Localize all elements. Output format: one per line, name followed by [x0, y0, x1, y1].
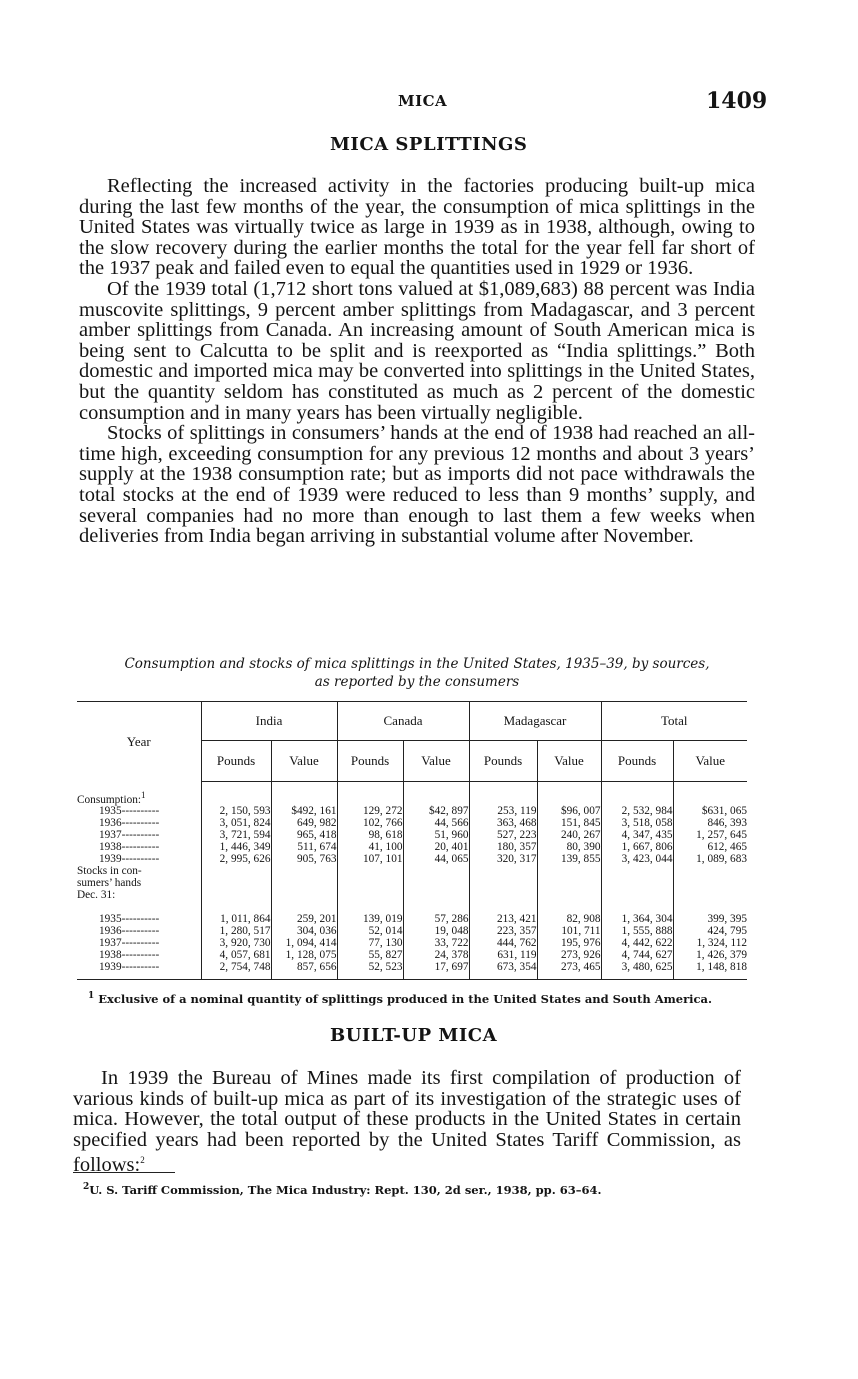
cell-canada-lb: 98, 618 [337, 829, 403, 841]
year-cell: 1939---------- [99, 853, 160, 866]
cell-india-lb: 3, 051, 824 [201, 817, 271, 829]
cell-total-val: 1, 324, 112 [673, 937, 747, 949]
year-cell: 1937---------- [99, 937, 160, 950]
cell-mad-lb: 363, 468 [469, 817, 537, 829]
table-row [77, 961, 747, 980]
cell-total-val: 612, 465 [673, 841, 747, 853]
table-row [77, 841, 747, 853]
cell-total-lb: 3, 480, 625 [601, 961, 673, 980]
cell-mad-lb: 527, 223 [469, 829, 537, 841]
cell-mad-lb: 320, 317 [469, 853, 537, 865]
table-caption [79, 655, 755, 691]
cell-india-val: 1, 094, 414 [271, 937, 337, 949]
cell-mad-lb: 631, 119 [469, 949, 537, 961]
cell-mad-lb: 223, 357 [469, 925, 537, 937]
cell-mad-val: 273, 926 [537, 949, 601, 961]
cell-mad-lb: 253, 119 [469, 805, 537, 817]
cell-total-lb: 1, 555, 888 [601, 925, 673, 937]
cell-canada-lb: 41, 100 [337, 841, 403, 853]
table-row [77, 913, 747, 925]
page-number: 1409 [706, 88, 768, 114]
group-header-total: Total [601, 702, 747, 741]
cell-india-lb: 1, 280, 517 [201, 925, 271, 937]
cell-canada-lb: 129, 272 [337, 805, 403, 817]
cell-total-lb: 4, 744, 627 [601, 949, 673, 961]
year-cell: 1935---------- [99, 805, 160, 818]
group-header-madagascar: Madagascar [469, 702, 601, 741]
section-label-row [77, 889, 747, 901]
cell-canada-val: $42, 897 [403, 805, 469, 817]
cell-india-val: 1, 128, 075 [271, 949, 337, 961]
cell-india-val: 965, 418 [271, 829, 337, 841]
section-label-row [77, 782, 747, 806]
cell-canada-val: 19, 048 [403, 925, 469, 937]
cell-mad-val: 101, 711 [537, 925, 601, 937]
subheader-pounds: Pounds [469, 741, 537, 782]
cell-total-val: 846, 393 [673, 817, 747, 829]
subheader-value: Value [537, 741, 601, 782]
cell-canada-val: 33, 722 [403, 937, 469, 949]
cell-india-val: 905, 763 [271, 853, 337, 865]
cell-canada-lb: 55, 827 [337, 949, 403, 961]
table-row [77, 925, 747, 937]
cell-total-lb: 1, 364, 304 [601, 913, 673, 925]
cell-mad-lb: 673, 354 [469, 961, 537, 980]
cell-total-val: 1, 257, 645 [673, 829, 747, 841]
cell-india-lb: 2, 150, 593 [201, 805, 271, 817]
paragraph-1: Reflecting the increased activity in the factories producing built-up mica during the last few months of the year, the consumption of mica splittings in the United States was virtually twice as large in 1939 as in 1938, although, owing to the slow recovery during the earlier months the total for the year fell far short of the 1937 peak and failed even to equal the quantities used in 1929 or 1936. [79, 175, 755, 280]
cell-canada-lb: 107, 101 [337, 853, 403, 865]
subheader-value: Value [403, 741, 469, 782]
cell-canada-val: 20, 401 [403, 841, 469, 853]
year-cell: 1939---------- [77, 961, 201, 980]
cell-canada-val: 44, 566 [403, 817, 469, 829]
cell-india-lb: 2, 995, 626 [201, 853, 271, 865]
cell-total-val: 424, 795 [673, 925, 747, 937]
cell-mad-val: $96, 007 [537, 805, 601, 817]
section-label-row [77, 877, 747, 889]
cell-total-lb: 1, 667, 806 [601, 841, 673, 853]
cell-india-val: 259, 201 [271, 913, 337, 925]
stocks-label: sumers’ hands [77, 877, 142, 890]
cell-mad-lb: 444, 762 [469, 937, 537, 949]
cell-canada-val: 51, 960 [403, 829, 469, 841]
cell-canada-val: 44, 065 [403, 853, 469, 865]
cell-canada-val: 57, 286 [403, 913, 469, 925]
cell-mad-val: 240, 267 [537, 829, 601, 841]
cell-canada-lb: 52, 014 [337, 925, 403, 937]
year-cell: 1938---------- [99, 949, 160, 962]
running-head: MICA [398, 92, 448, 110]
cell-india-val: 304, 036 [271, 925, 337, 937]
cell-canada-lb: 139, 019 [337, 913, 403, 925]
spacer-row [77, 901, 747, 913]
cell-canada-lb: 52, 523 [337, 961, 403, 980]
cell-canada-val: 24, 378 [403, 949, 469, 961]
subheader-pounds: Pounds [337, 741, 403, 782]
cell-mad-val: 273, 465 [537, 961, 601, 980]
year-header: Year [77, 702, 201, 782]
table-footnote: $^1$ Exclusive of a nominal quantity of splittings produced in the United States and South America. [88, 991, 712, 1006]
cell-total-lb: 4, 442, 622 [601, 937, 673, 949]
table-caption-line-1: Consumption and stocks of mica splittings in the United States, 1935–39, by sources, [124, 656, 710, 672]
cell-mad-lb: 213, 421 [469, 913, 537, 925]
cell-total-lb: 3, 518, 058 [601, 817, 673, 829]
table-row [77, 805, 747, 817]
cell-india-lb: 1, 011, 864 [201, 913, 271, 925]
cell-mad-val: 82, 908 [537, 913, 601, 925]
table-row [77, 937, 747, 949]
subheader-value: Value [673, 741, 747, 782]
cell-india-lb: 4, 057, 681 [201, 949, 271, 961]
cell-total-val: 1, 148, 818 [673, 961, 747, 980]
group-header-india: India [201, 702, 337, 741]
cell-india-val: 857, 656 [271, 961, 337, 980]
cell-india-lb: 3, 920, 730 [201, 937, 271, 949]
paragraph-3: Stocks of splittings in consumers’ hands at the end of 1938 had reached an all-time high, exceeding consumption for any previous 12 months and about 3 years’ supply at the 1938 consumption rate; but as imports did not pace withdrawals the total stocks at the end of 1939 were reduced to less than 9 months’ supply, and several companies had no more than enough to last them a few weeks when deliveries from India began arriving in substantial volume after November. [79, 422, 755, 548]
paragraph-built-up: In 1939 the Bureau of Mines made its first compilation of production of various kinds of built-up mica as part of its investigation of the strategic uses of mica. However, the total output of these products in the United States in certain specified years had been reported by the United States Tariff Commission, as follows:$^2$ [73, 1067, 741, 1177]
cell-india-lb: 3, 721, 594 [201, 829, 271, 841]
page-footnote: $^2$U. S. Tariff Commission, The Mica Industry: Rept. 130, 2d ser., 1938, pp. 63–64. [83, 1182, 602, 1197]
footnote-rule [73, 1172, 175, 1173]
cell-canada-val: 17, 697 [403, 961, 469, 980]
group-header-canada: Canada [337, 702, 469, 741]
year-cell: 1937---------- [99, 829, 160, 842]
built-up-mica-body [73, 1068, 741, 1176]
year-cell: 1936---------- [99, 925, 160, 938]
table-caption-line-2: as reported by the consumers [314, 674, 520, 690]
section-title-mica-splittings: MICA SPLITTINGS [330, 134, 528, 155]
year-cell: 1936---------- [99, 817, 160, 830]
table-row [77, 949, 747, 961]
cell-total-val: 399, 395 [673, 913, 747, 925]
cell-india-lb: 1, 446, 349 [201, 841, 271, 853]
cell-total-lb: 2, 532, 984 [601, 805, 673, 817]
subheader-value: Value [271, 741, 337, 782]
cell-india-val: $492, 161 [271, 805, 337, 817]
subheader-pounds: Pounds [601, 741, 673, 782]
table-row [77, 853, 747, 865]
cell-total-val: $631, 065 [673, 805, 747, 817]
cell-india-val: 511, 674 [271, 841, 337, 853]
table-row [77, 817, 747, 829]
section-label-row [77, 865, 747, 877]
cell-canada-lb: 102, 766 [337, 817, 403, 829]
cell-india-lb: 2, 754, 748 [201, 961, 271, 980]
mica-splittings-body [79, 176, 755, 547]
stocks-label: Stocks in con- [77, 865, 142, 878]
cell-mad-val: 139, 855 [537, 853, 601, 865]
section-title-built-up-mica: BUILT-UP MICA [330, 1025, 498, 1046]
cell-total-lb: 4, 347, 435 [601, 829, 673, 841]
splittings-table [77, 701, 747, 980]
cell-total-val: 1, 089, 683 [673, 853, 747, 865]
cell-mad-val: 151, 845 [537, 817, 601, 829]
cell-mad-lb: 180, 357 [469, 841, 537, 853]
year-cell: 1938---------- [99, 841, 160, 854]
cell-mad-val: 80, 390 [537, 841, 601, 853]
year-cell: 1935---------- [99, 913, 160, 926]
stocks-label: Dec. 31: [77, 889, 116, 902]
cell-canada-lb: 77, 130 [337, 937, 403, 949]
table-row [77, 829, 747, 841]
subheader-pounds: Pounds [201, 741, 271, 782]
cell-total-lb: 3, 423, 044 [601, 853, 673, 865]
paragraph-2: Of the 1939 total (1,712 short tons valued at $1,089,683) 88 percent was India muscovite splittings, 9 percent amber splittings from Madagascar, and 3 percent amber splittings from Canada. An increasing amount of South American mica is being sent to Calcutta to be split and is reexported as “India splittings.” Both domestic and imported mica may be converted into splittings in the United States, but the quantity seldom has constituted as much as 2 percent of the domestic consumption and in many years has been virtually negligible. [79, 277, 755, 424]
cell-india-val: 649, 982 [271, 817, 337, 829]
consumption-label: Consumption:$^1$ [77, 789, 146, 806]
cell-total-val: 1, 426, 379 [673, 949, 747, 961]
cell-mad-val: 195, 976 [537, 937, 601, 949]
